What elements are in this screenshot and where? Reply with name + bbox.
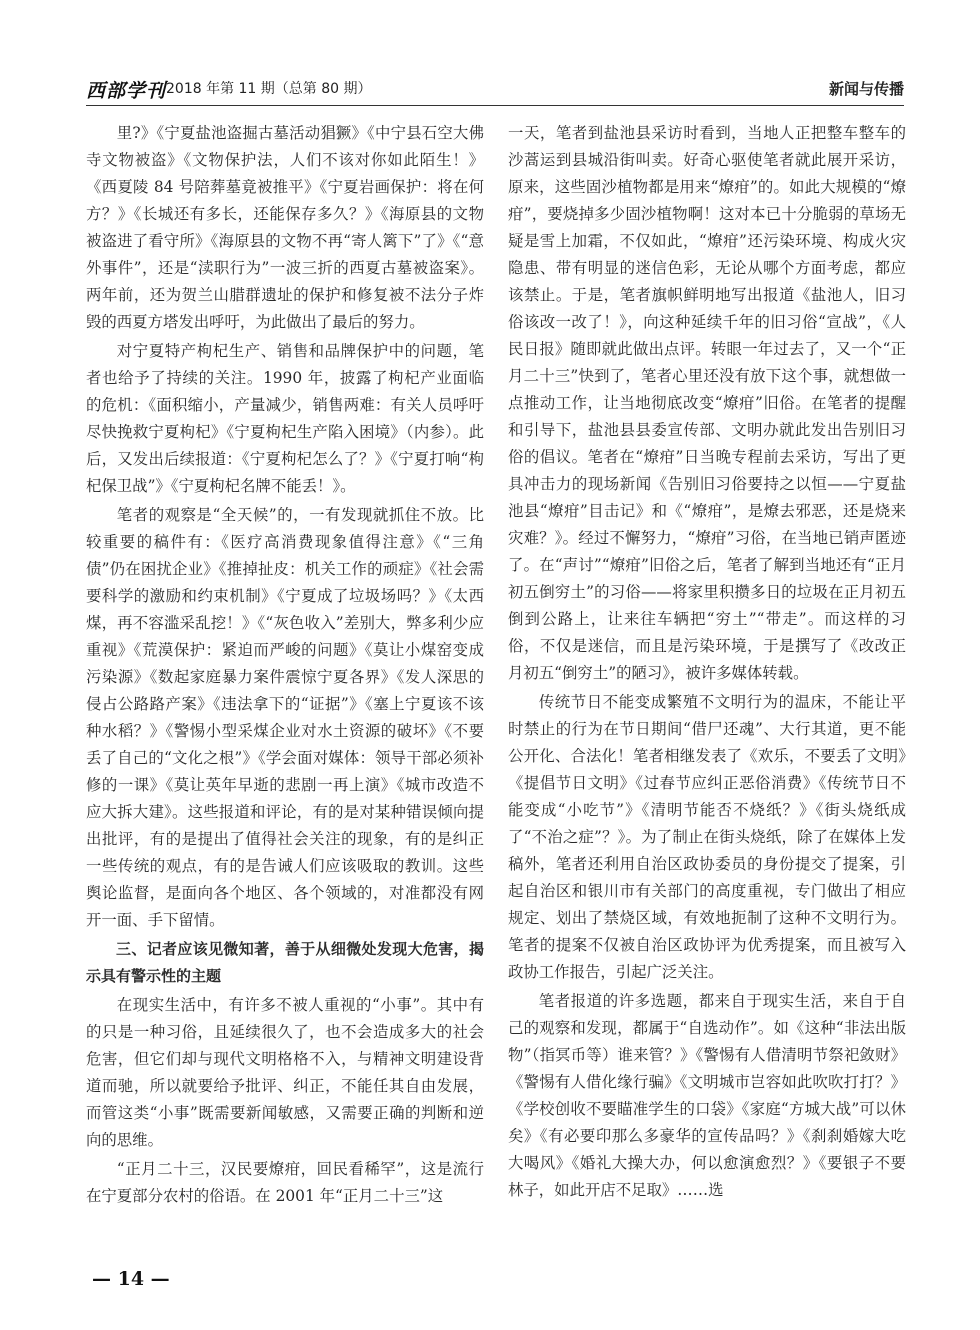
paragraph: 笔者报道的许多选题，都来自于现实生活，来自于自己的观察和发现，都属于“自选动作”。如《这种“非法出版物”（指冥币等）谁来管？》《警惕有人借清明节祭祀敛财》《警惕有人借化缘行骗》《文明城市岂容如此吹吹打打？》《学校创收不要瞄准学生的口袋》《家庭“方城大战”可以休矣》《有必要印那么多豪华的宣传品吗？》《刹刹婚嫁大吃大喝风》《婚礼大操大办，何以愈演愈烈？》《要银子不要林子，如此开店不足取》……选 [508, 992, 906, 1199]
issue-info: 2018 年第 11 期（总第 80 期） [166, 81, 372, 97]
paragraph: 对宁夏特产枸杞生产、销售和品牌保护中的问题，笔者也给予了持续的关注。1990 年，披露了枸杞产业面临的危机：《面积缩小，产量减少，销售两难：有关人员呼吁尽快挽救宁夏枸杞》《宁夏枸杞生产陷入困境》（内参）。此后，又发出后续报道：《宁夏枸杞怎么了？》《宁夏打响“枸杞保卫战”》《宁夏枸杞名牌不能丢！》。 [86, 342, 484, 495]
left-column [86, 120, 484, 1220]
section-heading: 三、记者应该见微知著，善于从细微处发现大危害，揭示具有警示性的主题 [86, 940, 484, 985]
journal-brand: 西部学刊 [86, 80, 167, 102]
right-column [508, 120, 906, 1220]
paragraph: 一天，笔者到盐池县采访时看到，当地人正把整车整车的沙蒿运到县城沿街叫卖。好奇心驱使笔者就此展开采访，原来，这些固沙植物都是用来“燎疳”的。如此大规模的“燎疳”，要烧掉多少固沙植物啊！这对本已十分脆弱的草场无疑是雪上加霜，不仅如此，“燎疳”还污染环境、构成火灾隐患、带有明显的迷信色彩，无论从哪个方面考虑，都应该禁止。于是，笔者旗帜鲜明地写出报道《盐池人，旧习俗该改一改了！》，向这种延续千年的旧习俗“宣战”，《人民日报》随即就此做出点评。转眼一年过去了，又一个“正月二十三”快到了，笔者心里还没有放下这个事，就想做一点推动工作，让当地彻底改变“燎疳”旧俗。在笔者的提醒和引导下，盐池县县委宣传部、文明办就此发出告别旧习俗的倡议。笔者在“燎疳”日当晚专程前去采访，写出了更具冲击力的现场新闻《告别旧习俗要持之以恒——宁夏盐池县“燎疳”目击记》和《“燎疳”，是燎去邪恶，还是烧来灾难？》。经过不懈努力，“燎疳”习俗，在当地已销声匿迹了。在“声讨”“燎疳”旧俗之后，笔者了解到当地还有“正月初五倒穷土”的习俗——将家里积攒多日的垃圾在正月初五倒到公路上，让来往车辆把“穷土”“带走”。而这样的习俗，不仅是迷信，而且是污染环境，于是撰写了《改改正月初五“倒穷土”的陋习》，被许多媒体转载。 [508, 124, 906, 682]
paragraph: 在现实生活中，有许多不被人重视的“小事”。其中有的只是一种习俗，且延续很久了，也不会造成多大的社会危害，但它们却与现代文明格格不入，与精神文明建设背道而驰，所以就要给予批评、纠正，不能任其自由发展，而管这类“小事”既需要新闻敏感，又需要正确的判断和逆向的思维。 [86, 996, 484, 1149]
section-title: 新闻与传播 [828, 80, 904, 98]
paragraph: 笔者的观察是“全天候”的，一有发现就抓住不放。比较重要的稿件有：《医疗高消费现象值得注意》《“三角债”仍在困扰企业》《推掉扯皮：机关工作的顽症》《社会需要科学的激励和约束机制》《宁夏成了垃圾场吗？》《太西煤，再不容滥采乱挖！》《“灰色收入”差别大，弊多利少应重视》《荒漠保护：紧迫而严峻的问题》《莫让小煤窑变成污染源》《数起家庭暴力案件震惊宁夏各界》《发人深思的侵占公路路产案》《违法拿下的“证据”》《塞上宁夏该不该种水稻？》《警惕小型采煤企业对水土资源的破坏》《不要丢了自己的“文化之根”》《学会面对媒体：领导干部必须补修的一课》《莫让英年早逝的悲剧一再上演》《城市改造不应大拆大建》。这些报道和评论，有的是对某种错误倾向提出批评，有的是提出了值得社会关注的现象，有的是纠正一些传统的观点，有的是告诫人们应该吸取的教训。这些舆论监督，是面向各个地区、各个领域的，对准都没有网开一面、手下留情。 [86, 506, 484, 929]
header-rule [86, 105, 904, 106]
page-header [86, 76, 904, 106]
paragraph: “正月二十三，汉民要燎疳，回民看稀罕”，这是流行在宁夏部分农村的俗语。在 2001 年“正月二十三”这 [86, 1160, 484, 1205]
paragraph: 传统节日不能变成繁殖不文明行为的温床，不能让平时禁止的行为在节日期间“借尸还魂”、大行其道，更不能公开化、合法化！笔者相继发表了《欢乐，不要丢了文明》《提倡节日文明》《过春节应纠正恶俗消费》《传统节日不能变成“小吃节”》《清明节能否不烧纸？》《街头烧纸成了“不治之症”？》。为了制止在街头烧纸，除了在媒体上发稿外，笔者还利用自治区政协委员的身份提交了提案，引起自治区和银川市有关部门的高度重视，专门做出了相应规定、划出了禁烧区域，有效地扼制了这种不文明行为。笔者的提案不仅被自治区政协评为优秀提案，而且被写入政协工作报告，引起广泛关注。 [508, 693, 906, 981]
page-number: — 14 — [92, 1268, 170, 1290]
paragraph: 里?》《宁夏盐池盗掘古墓活动猖獗》《中宁县石空大佛寺文物被盗》《文物保护法，人们不该对你如此陌生！》《西夏陵 84 号陪葬墓竟被推平》《宁夏岩画保护：将在何方？》《长城还有多长，还能保存多久？》《海原县的文物被盗进了看守所》《海原县的文物不再“寄人篱下”了》《“意外事件”，还是“渎职行为”一波三折的西夏古墓被盗案》。两年前，还为贺兰山腊群遗址的保护和修复被不法分子炸毁的西夏方塔发出呼吁，为此做出了最后的努力。 [86, 124, 484, 331]
